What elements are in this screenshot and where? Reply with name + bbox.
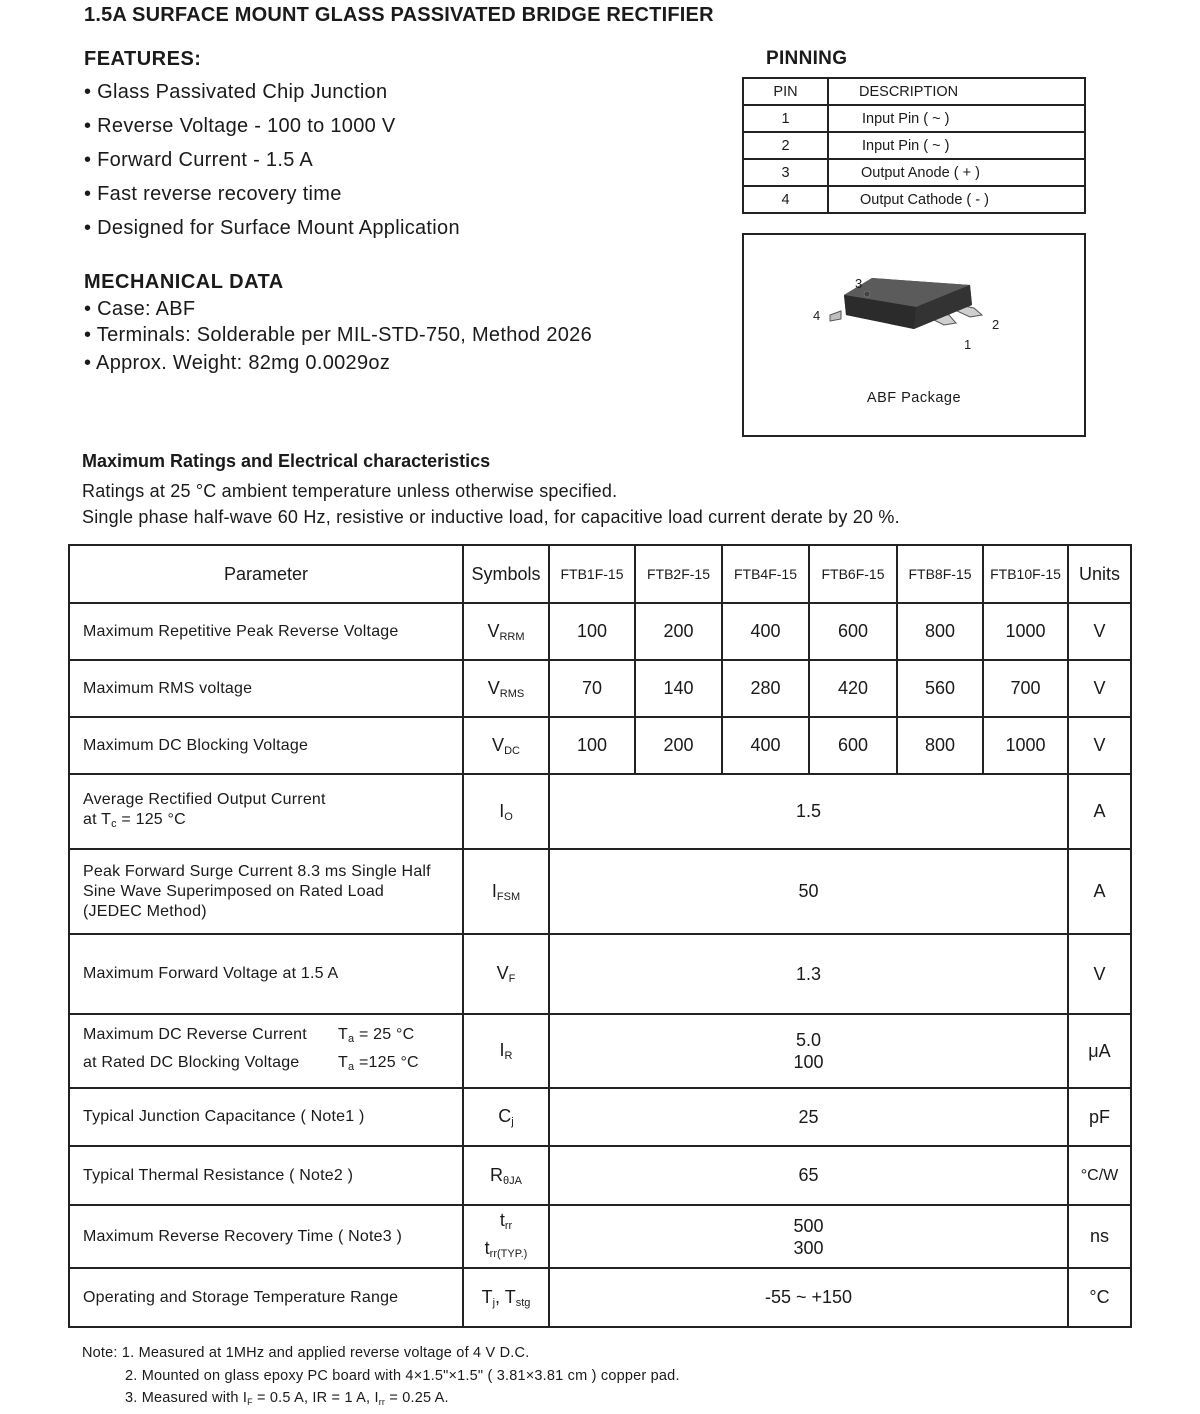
table-row: [69, 934, 1131, 1014]
parameter-cell: Maximum DC Reverse Current $T_a = 25$ °C at Rated DC Blocking Voltage $T_a =125$ °C: [69, 1014, 463, 1088]
table-row: [69, 717, 1131, 774]
pin-row: [743, 159, 1085, 186]
parameter-header: Parameter: [69, 545, 463, 603]
table-row: [69, 1088, 1131, 1146]
symbol-cell: $I_O$: [463, 774, 549, 849]
feature-item: • Fast reverse recovery time: [84, 183, 342, 205]
table-row: [69, 774, 1131, 849]
model-header: FTB2F-15: [635, 545, 722, 603]
units-header: Units: [1068, 545, 1131, 603]
symbol-cell: $I_{FSM}$: [463, 849, 549, 934]
table-row: [69, 849, 1131, 934]
feature-item: • Glass Passivated Chip Junction: [84, 81, 388, 103]
description-column-header: DESCRIPTION: [828, 78, 1085, 105]
unit-cell: pF: [1068, 1088, 1131, 1146]
unit-cell: V: [1068, 934, 1131, 1014]
symbol-cell: $V_{RMS}$: [463, 660, 549, 717]
value-cell: 280: [722, 660, 809, 717]
pinning-heading: PINNING: [766, 48, 848, 69]
value-cell: 400: [722, 603, 809, 660]
pin-number: 1: [743, 105, 828, 132]
value-cell: 200: [635, 717, 722, 774]
parameter-cell: Maximum Repetitive Peak Reverse Voltage: [69, 603, 463, 660]
parameter-cell: Average Rectified Output Current at $T_c = 125$ °C: [69, 774, 463, 849]
value-cell: 800: [897, 717, 983, 774]
feature-item: • Designed for Surface Mount Application: [84, 217, 460, 239]
value-cell: 25: [549, 1088, 1068, 1146]
pin-description: Input Pin ( ~ ): [828, 105, 1085, 132]
pin-label-4: 4: [813, 308, 821, 323]
value-cell: 200: [635, 603, 722, 660]
value-cell: 70: [549, 660, 635, 717]
pin-description: Input Pin ( ~ ): [828, 132, 1085, 159]
parameter-cell: Maximum DC Blocking Voltage: [69, 717, 463, 774]
unit-cell: ns: [1068, 1205, 1131, 1268]
unit-cell: °C/W: [1068, 1146, 1131, 1205]
value-cell: 500 300: [549, 1205, 1068, 1268]
unit-cell: °C: [1068, 1268, 1131, 1327]
symbol-cell: $T_j$, $T_{stg}$: [463, 1268, 549, 1327]
pin-label-2: 2: [992, 317, 1000, 332]
features-heading: FEATURES:: [84, 48, 202, 70]
table-row: [69, 660, 1131, 717]
ratings-line-2: Single phase half-wave 60 Hz, resistive or inductive load, for capacitive load current derate by 20 %.: [82, 507, 900, 527]
symbol-cell: $V_{DC}$: [463, 717, 549, 774]
mechanical-item: • Terminals: Solderable per MIL-STD-750, Method 2026: [84, 324, 593, 346]
pin-description: Output Anode ( + ): [828, 159, 1085, 186]
value-cell: 100: [549, 603, 635, 660]
pin-row: [743, 186, 1085, 213]
model-header: FTB4F-15: [722, 545, 809, 603]
pin-label-3: 3: [855, 276, 863, 291]
pin-number: 3: [743, 159, 828, 186]
value-cell: 140: [635, 660, 722, 717]
pin-column-header: PIN: [743, 78, 828, 105]
unit-cell: V: [1068, 660, 1131, 717]
value-cell: 700: [983, 660, 1068, 717]
pin-number: 2: [743, 132, 828, 159]
symbol-cell: $I_R$: [463, 1014, 549, 1088]
pin-row: [743, 132, 1085, 159]
pin-description: Output Cathode ( - ): [828, 186, 1085, 213]
mechanical-heading: MECHANICAL DATA: [84, 271, 284, 293]
value-cell: 600: [809, 603, 897, 660]
table-row: [69, 1146, 1131, 1205]
parameter-cell: Maximum Reverse Recovery Time ( Note3 ): [69, 1205, 463, 1268]
symbol-cell: $R_{\theta JA}$: [463, 1146, 549, 1205]
symbol-cell: $C_j$: [463, 1088, 549, 1146]
symbol-cell: $V_F$: [463, 934, 549, 1014]
document-title: 1.5A SURFACE MOUNT GLASS PASSIVATED BRIDGE RECTIFIER: [84, 4, 714, 26]
unit-cell: A: [1068, 774, 1131, 849]
value-cell: 1000: [983, 603, 1068, 660]
value-cell: 5.0 100: [549, 1014, 1068, 1088]
value-cell: 400: [722, 717, 809, 774]
parameter-cell: Typical Thermal Resistance ( Note2 ): [69, 1146, 463, 1205]
unit-cell: A: [1068, 849, 1131, 934]
symbol-cell: $t_{rr}$ $t_{rr(TYP.)}$: [463, 1205, 549, 1268]
unit-cell: V: [1068, 717, 1131, 774]
pin-number: 4: [743, 186, 828, 213]
parameter-cell: Peak Forward Surge Current 8.3 ms Single Half Sine Wave Superimposed on Rated Load (JEDEC Method): [69, 849, 463, 934]
table-header-row: [69, 545, 1131, 603]
value-cell: 600: [809, 717, 897, 774]
model-header: FTB8F-15: [897, 545, 983, 603]
symbols-header: Symbols: [463, 545, 549, 603]
parameter-cell: Maximum Forward Voltage at 1.5 A: [69, 934, 463, 1014]
table-row: [69, 1014, 1131, 1088]
value-cell: 100: [549, 717, 635, 774]
mechanical-item: • Case: ABF: [84, 298, 196, 320]
value-cell: 560: [897, 660, 983, 717]
value-cell: 800: [897, 603, 983, 660]
value-cell: -55 ~ +150: [549, 1268, 1068, 1327]
note-2: 2. Mounted on glass epoxy PC board with 4×1.5"×1.5" ( 3.81×3.81 cm ) copper pad.: [125, 1368, 680, 1384]
unit-cell: μA: [1068, 1014, 1131, 1088]
model-header: FTB10F-15: [983, 545, 1068, 603]
value-cell: 65: [549, 1146, 1068, 1205]
ratings-line-1: Ratings at 25 °C ambient temperature unless otherwise specified.: [82, 481, 618, 501]
parameter-cell: Typical Junction Capacitance ( Note1 ): [69, 1088, 463, 1146]
table-row: [69, 603, 1131, 660]
package-label: ABF Package: [866, 390, 962, 406]
note-3: 3. Measured with $I_F = 0.5$ A, IR = 1 A, $I_{rr} = 0.25$ A.: [125, 1390, 449, 1407]
note-1: Note: 1. Measured at 1MHz and applied reverse voltage of 4 V D.C.: [82, 1345, 530, 1361]
ratings-table: [68, 544, 1132, 1328]
value-cell: 420: [809, 660, 897, 717]
model-header: FTB6F-15: [809, 545, 897, 603]
model-header: FTB1F-15: [549, 545, 635, 603]
unit-cell: V: [1068, 603, 1131, 660]
table-row: [69, 1205, 1131, 1268]
pin-row: [743, 105, 1085, 132]
value-cell: 1.5: [549, 774, 1068, 849]
ratings-heading: Maximum Ratings and Electrical characteristics: [82, 451, 491, 471]
value-cell: 1000: [983, 717, 1068, 774]
mechanical-item: • Approx. Weight: 82mg 0.0029oz: [84, 352, 391, 374]
pinning-table: [742, 77, 1086, 214]
value-cell: 50: [549, 849, 1068, 934]
parameter-cell: Maximum RMS voltage: [69, 660, 463, 717]
feature-item: • Forward Current - 1.5 A: [84, 149, 314, 171]
table-row: [69, 1268, 1131, 1327]
symbol-cell: $V_{RRM}$: [463, 603, 549, 660]
feature-item: • Reverse Voltage - 100 to 1000 V: [84, 115, 396, 137]
value-cell: 1.3: [549, 934, 1068, 1014]
parameter-cell: Operating and Storage Temperature Range: [69, 1268, 463, 1327]
pin-label-1: 1: [964, 337, 972, 352]
package-drawing-box: [742, 233, 1086, 437]
